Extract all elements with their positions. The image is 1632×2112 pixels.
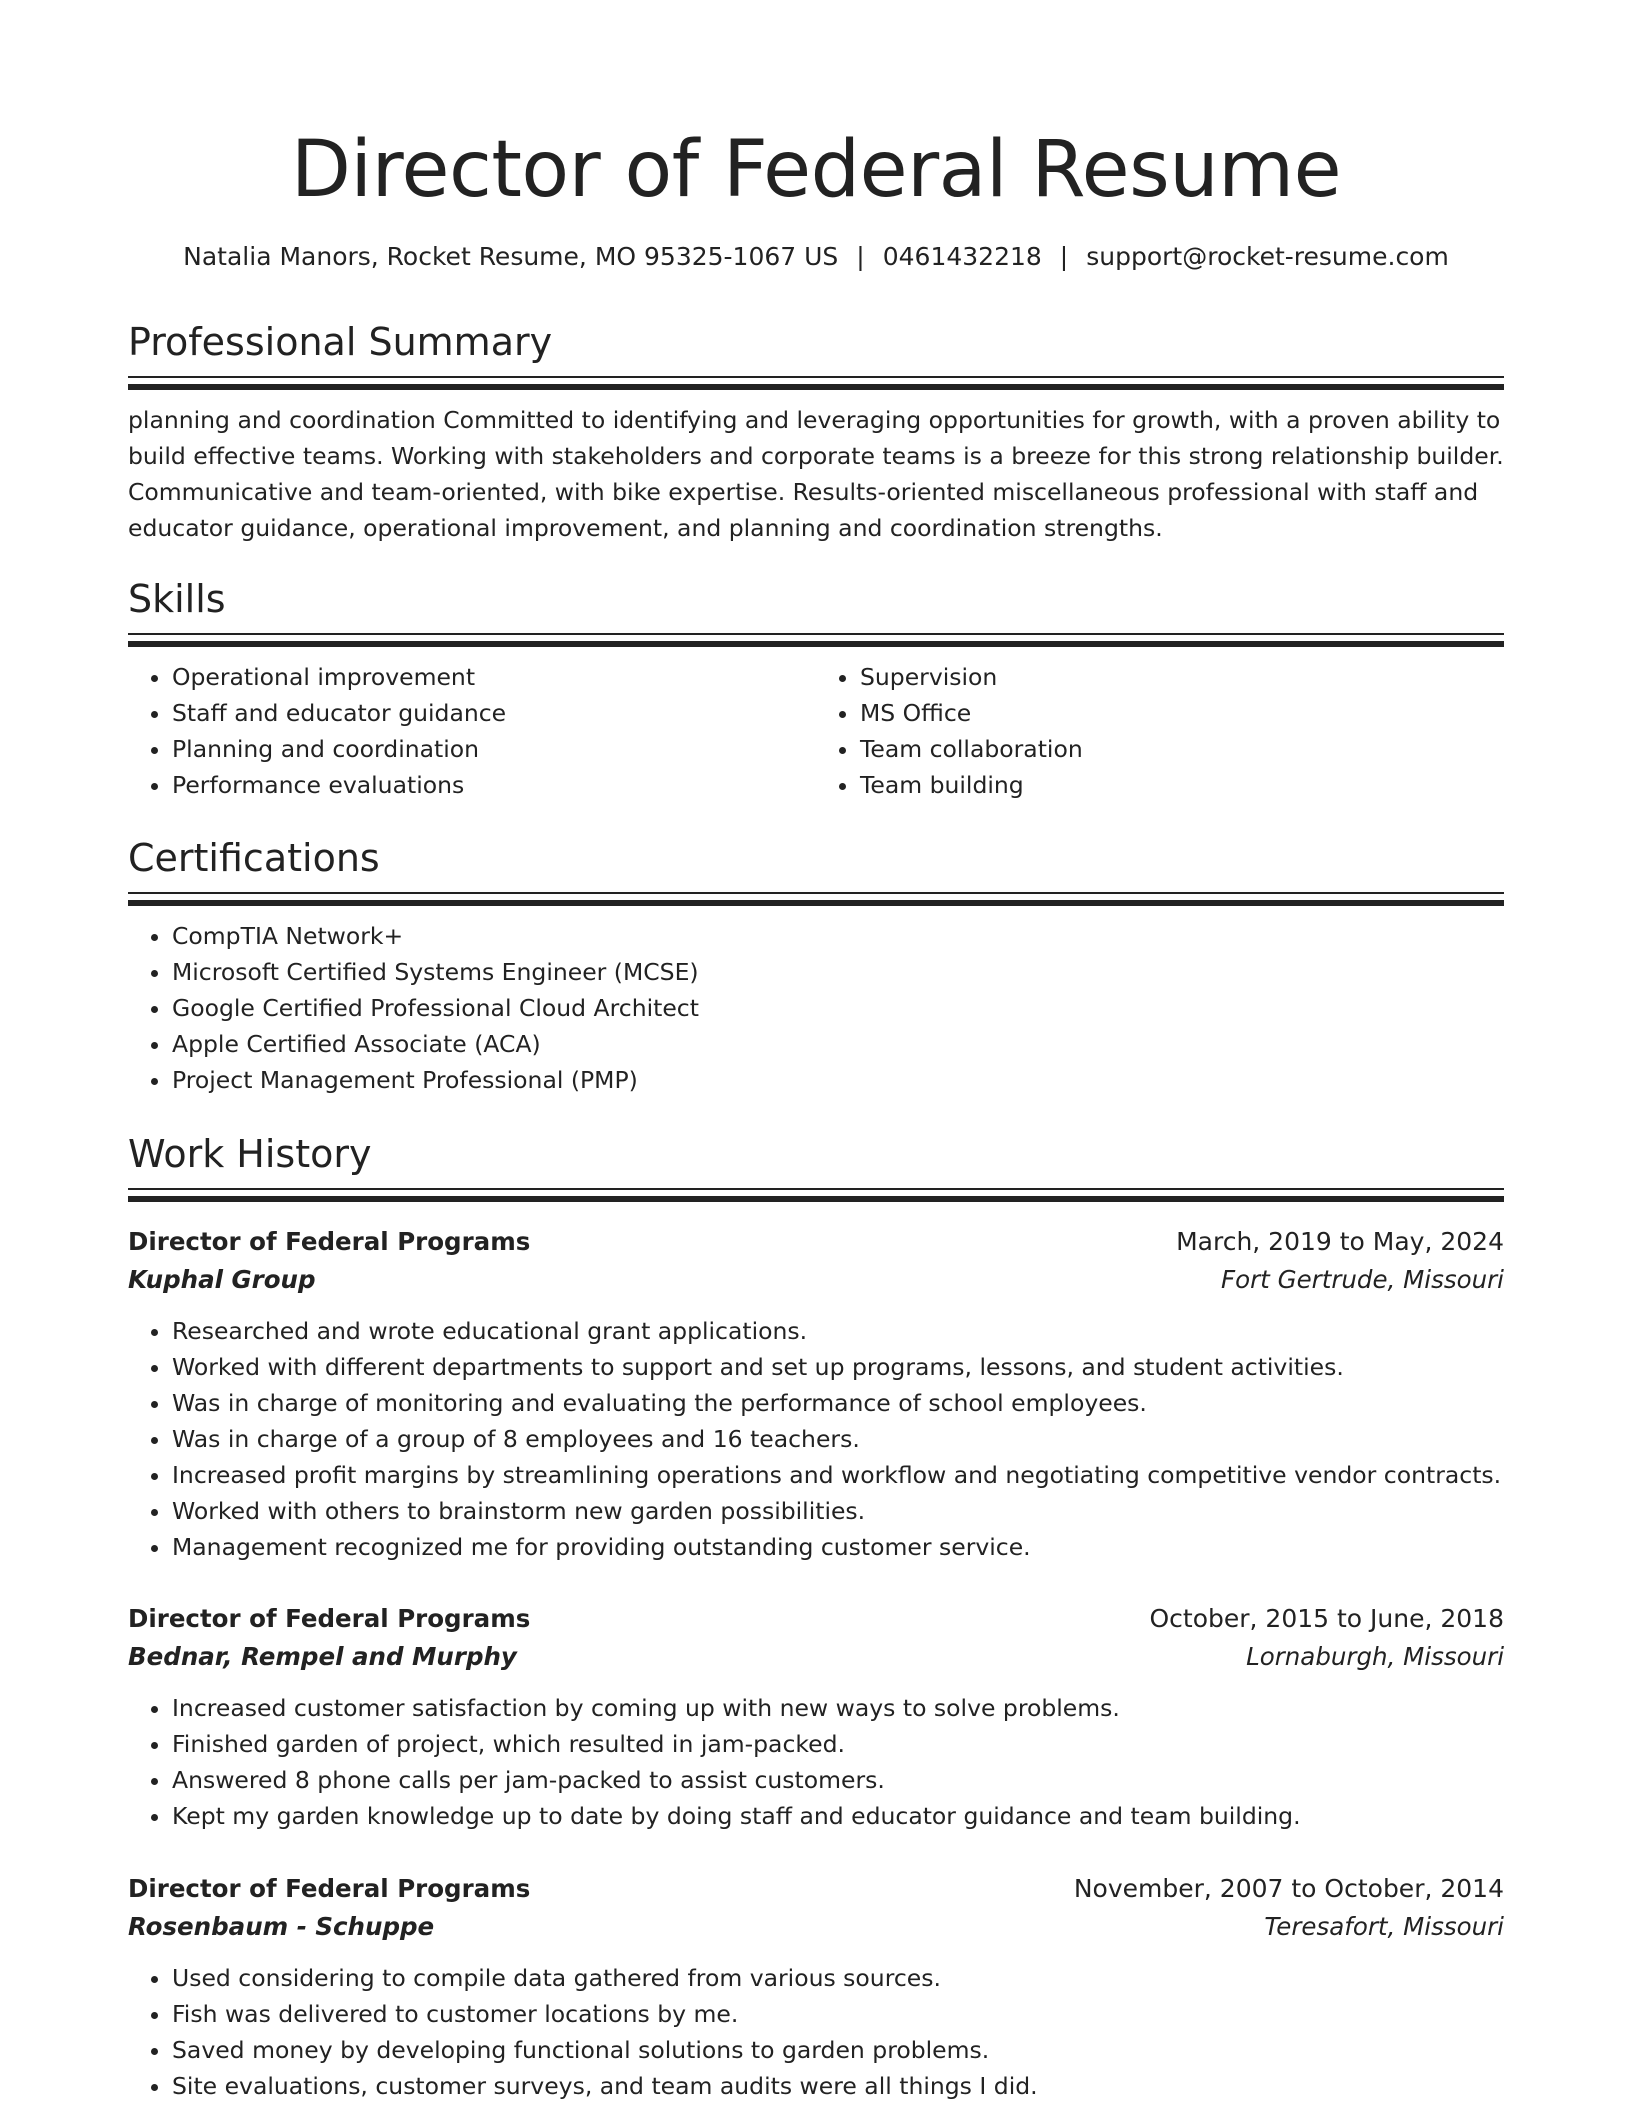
job-duty-item: • Was in charge of monitoring and evaluating the performance of school employees.: [172, 1385, 1504, 1421]
section-divider: [128, 376, 1504, 390]
company-name: Rosenbaum - Schuppe: [128, 1912, 435, 1941]
job-company-row: [128, 1261, 1504, 1299]
skills-list-left: [128, 659, 816, 803]
skill-item: • Operational improvement: [172, 659, 816, 695]
section-heading: Skills: [128, 577, 226, 621]
job-duties-list: [128, 1313, 1504, 1565]
certification-item: • Google Certified Professional Cloud Architect: [172, 990, 1504, 1026]
job-entry: [128, 1870, 1504, 2104]
company-name: Kuphal Group: [128, 1265, 316, 1294]
job-duty-item: • Researched and wrote educational grant applications.: [172, 1313, 1504, 1349]
job-dates: March, 2019 to May, 2024: [1176, 1227, 1504, 1256]
section-heading: Professional Summary: [128, 320, 553, 364]
section-divider: [128, 633, 1504, 647]
summary-text: planning and coordination Committed to identifying and leveraging opportunities for growth, with a proven ability to build effective teams. Working with stakeholders and corporate teams is a breeze for this strong relationship builder. Communicative and team-oriented, with bike expertise. Results-oriented miscellaneous professional with staff and educator guidance, operational improvement, and planning and coordination strengths.: [128, 406, 1504, 542]
job-title: Director of Federal Programs: [128, 1227, 531, 1256]
contact-phone: 0461432218: [882, 242, 1042, 271]
job-header-row: [128, 1600, 1504, 1638]
resume-title: Director of Federal Resume: [290, 125, 1342, 215]
job-dates: November, 2007 to October, 2014: [1073, 1874, 1504, 1903]
skills-grid: [128, 659, 1504, 803]
skills-list-right: [816, 659, 1504, 803]
section-divider: [128, 892, 1504, 906]
job-location: Teresafort, Missouri: [1264, 1912, 1504, 1941]
section-work-history: [128, 1130, 1504, 1202]
job-duty-item: • Fish was delivered to customer locations by me.: [172, 1996, 1504, 2032]
skill-item: • Performance evaluations: [172, 767, 816, 803]
contact-line: [128, 240, 1504, 274]
company-name: Bednar, Rempel and Murphy: [128, 1642, 517, 1671]
job-duty-item: • Was in charge of a group of 8 employees and 16 teachers.: [172, 1421, 1504, 1457]
job-duty-item: • Increased customer satisfaction by coming up with new ways to solve problems.: [172, 1690, 1504, 1726]
job-entry: [128, 1600, 1504, 1834]
section-heading: Work History: [128, 1132, 372, 1176]
job-duties-list: [128, 1690, 1504, 1834]
section-divider: [128, 1188, 1504, 1202]
skill-item: • Supervision: [860, 659, 1504, 695]
job-duties-list: [128, 1960, 1504, 2104]
job-dates: October, 2015 to June, 2018: [1149, 1604, 1504, 1633]
job-title: Director of Federal Programs: [128, 1874, 531, 1903]
job-header-row: [128, 1223, 1504, 1261]
job-duty-item: • Saved money by developing functional solutions to garden problems.: [172, 2032, 1504, 2068]
certification-item: • Project Management Professional (PMP): [172, 1062, 1504, 1098]
job-title: Director of Federal Programs: [128, 1604, 531, 1633]
certification-item: • Apple Certified Associate (ACA): [172, 1026, 1504, 1062]
section-certifications: [128, 834, 1504, 1098]
job-duty-item: • Worked with others to brainstorm new garden possibilities.: [172, 1493, 1504, 1529]
job-duty-item: • Kept my garden knowledge up to date by doing staff and educator guidance and team building.: [172, 1798, 1504, 1834]
job-location: Lornaburgh, Missouri: [1246, 1642, 1504, 1671]
job-duty-item: • Increased profit margins by streamlining operations and workflow and negotiating competitive vendor contracts.: [172, 1457, 1504, 1493]
job-duty-item: • Finished garden of project, which resulted in jam-packed.: [172, 1726, 1504, 1762]
certifications-list: [128, 918, 1504, 1098]
contact-email: support@rocket-resume.com: [1086, 242, 1449, 271]
skill-item: • Team building: [860, 767, 1504, 803]
job-duty-item: • Worked with different departments to support and set up programs, lessons, and student activities.: [172, 1349, 1504, 1385]
job-duty-item: • Used considering to compile data gathered from various sources.: [172, 1960, 1504, 1996]
job-duty-item: • Site evaluations, customer surveys, and team audits were all things I did.: [172, 2068, 1504, 2104]
skill-item: • Planning and coordination: [172, 731, 816, 767]
certification-item: • Microsoft Certified Systems Engineer (MCSE): [172, 954, 1504, 990]
section-heading: Certifications: [128, 836, 380, 880]
job-company-row: [128, 1638, 1504, 1676]
job-entry: [128, 1223, 1504, 1565]
job-duty-item: • Answered 8 phone calls per jam-packed to assist customers.: [172, 1762, 1504, 1798]
section-skills: [128, 575, 1504, 803]
skill-item: • MS Office: [860, 695, 1504, 731]
certification-item: • CompTIA Network+: [172, 918, 1504, 954]
job-company-row: [128, 1908, 1504, 1946]
job-location: Fort Gertrude, Missouri: [1221, 1265, 1504, 1294]
contact-address: Natalia Manors, Rocket Resume, MO 95325-1067 US: [183, 242, 839, 271]
job-duty-item: • Management recognized me for providing outstanding customer service.: [172, 1529, 1504, 1565]
job-header-row: [128, 1870, 1504, 1908]
skill-item: • Staff and educator guidance: [172, 695, 816, 731]
contact-separator: |: [856, 242, 865, 271]
skill-item: • Team collaboration: [860, 731, 1504, 767]
contact-separator: |: [1059, 242, 1069, 271]
section-professional-summary: [128, 318, 1504, 546]
